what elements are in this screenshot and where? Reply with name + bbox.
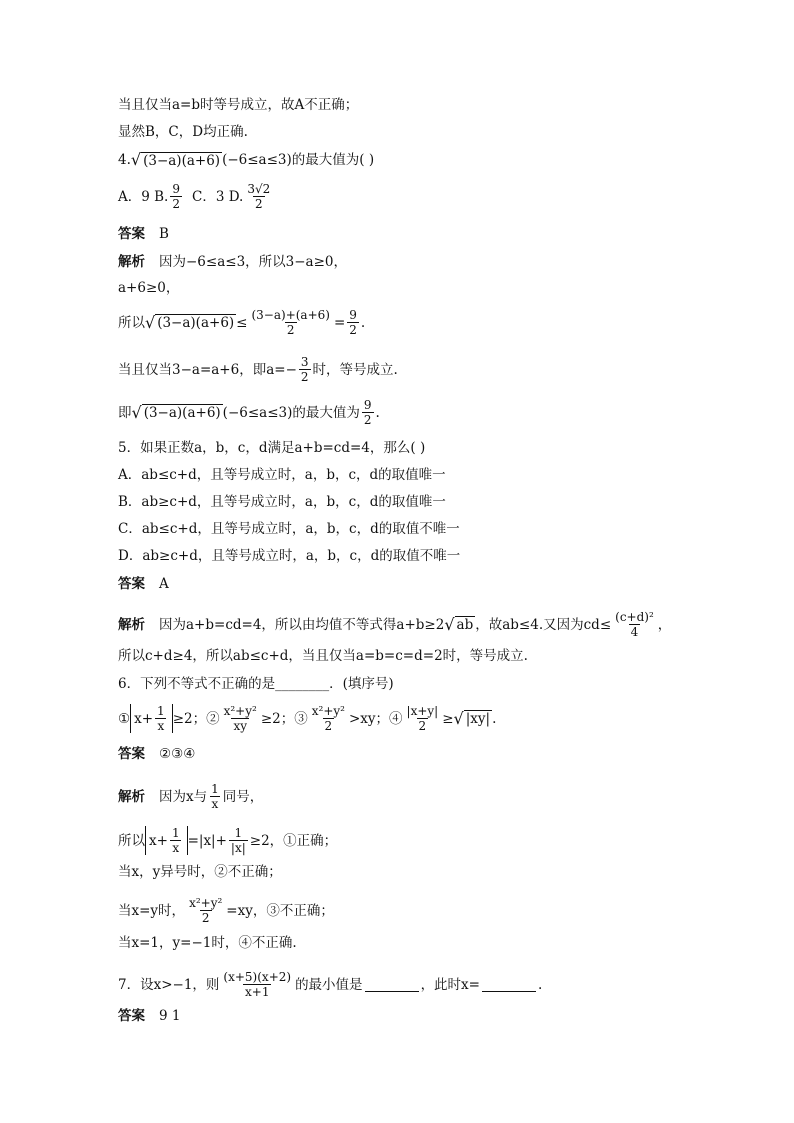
option-line: C．ab≤c+d，且等号成立时，a，b，c，d的取值不唯一 <box>118 521 460 537</box>
sqrt-expression: √ |xy| <box>453 708 491 728</box>
fraction: $\frac{(x+5)(x+2)}{x+1}$ <box>223 970 292 999</box>
option-line: D．ab≥c+d，且等号成立时，a，b，c，d的取值不唯一 <box>118 548 461 564</box>
explanation-line: 当x，y异号时，②不正确； <box>118 864 282 880</box>
fraction: $\frac{(3-a)+(a+6)}{2}$ <box>251 308 330 337</box>
sqrt-expression: √ ab <box>444 614 474 634</box>
explanation-line: 所以c+d≥4，所以ab≤c+d，当且仅当a=b=c=d=2时，等号成立. <box>118 648 528 664</box>
sqrt-expression: √ (3−a)(a+6) <box>130 150 221 169</box>
answer-blank <box>482 977 536 992</box>
fraction: $\frac{|x+y|}{2}$ <box>406 704 439 733</box>
sqrt-expression: √ (3−a)(a+6) <box>131 402 221 422</box>
explanation-line: 解析 因为a+b=cd=4，所以由均值不等式得a+b≥2 √ ab ，故ab≤4.又因为cd≤ $\frac{\text{(c+d)²}}{4}$ ， <box>118 610 672 639</box>
option-line: B．ab≥c+d，且等号成立时，a，b，c，d的取值唯一 <box>118 494 446 510</box>
fraction: $\frac{1}{|x|}$ <box>230 826 246 855</box>
absolute-value: x+ $\frac{1}{x}$ <box>145 826 188 855</box>
text-line: 显然B，C，D均正确. <box>118 124 248 140</box>
answer-line: 答案 A <box>118 576 169 592</box>
fraction: $\frac{\text{x²+y²}}{xy}$ <box>223 704 257 733</box>
question-4: 4. √ (3−a)(a+6) (−6≤a≤3)的最大值为( ) <box>118 150 375 169</box>
fraction: $\frac{9}{2}$ <box>349 308 357 337</box>
explanation-line: 解析 因为−6≤a≤3，所以3−a≥0， <box>118 254 348 270</box>
option-line: A．ab≤c+d，且等号成立时，a，b，c，d的取值唯一 <box>118 467 446 483</box>
explanation-line: 所以 √ (3−a)(a+6) ≤ $\frac{(3-a)+(a+6)}{2}$ = $\frac{9}{2}$ . <box>118 308 366 337</box>
question-6-options: ① x+ $\frac{1}{x}$ ≥2；② $\frac{\text{x²+y²}}{xy}$ ≥2；③ $\frac{\text{x²+y²}}{2}$ >xy；④ $\frac{|x+y|}{2}$ ≥ √ |xy| . <box>118 704 497 733</box>
answer-line: 答案 9 1 <box>118 1008 181 1024</box>
explanation-line: 即 √ (3−a)(a+6) (−6≤a≤3)的最大值为 $\frac{9}{2}$ . <box>118 398 380 427</box>
question-4-options: A．9 B. $\frac{9}{2}$ C．3 D. $\frac{3√2}{2}$ <box>118 182 271 211</box>
answer-line: 答案 B <box>118 226 169 242</box>
question-5: 5．如果正数a，b，c，d满足a+b=cd=4，那么( ) <box>118 440 426 456</box>
question-6: 6．下列不等式不正确的是________．(填序号) <box>118 676 394 692</box>
text-line: 当且仅当a=b时等号成立，故A不正确； <box>118 97 359 113</box>
explanation-line: 当x=1，y=−1时，④不正确. <box>118 935 297 951</box>
answer-blank <box>365 977 419 992</box>
explanation-line: 解析 因为x与 $\frac{1}{x}$ 同号， <box>118 782 264 811</box>
fraction: $\frac{3}{2}$ <box>300 355 309 384</box>
explanation-line: 当x=y时， $\frac{\text{x²+y²}}{2}$ =xy，③不正确； <box>118 896 334 925</box>
answer-line: 答案 ②③④ <box>118 746 196 762</box>
explanation-line: a+6≥0， <box>118 280 180 296</box>
question-7: 7．设x>−1，则 $\frac{(x+5)(x+2)}{x+1}$ 的最小值是 ，此时x= . <box>118 970 543 999</box>
sqrt-expression: √ (3−a)(a+6) <box>145 312 235 332</box>
absolute-value: x+ $\frac{1}{x}$ <box>130 704 173 733</box>
fraction: $\frac{3√2}{2}$ <box>247 182 271 211</box>
explanation-line: 当且仅当3−a=a+6，即a=− $\frac{3}{2}$ 时，等号成立. <box>118 355 398 384</box>
fraction: $\frac{\text{x²+y²}}{2}$ <box>311 704 345 733</box>
fraction: $\frac{1}{x}$ <box>211 782 219 811</box>
fraction: $\frac{\text{(c+d)²}}{4}$ <box>615 610 654 639</box>
fraction: $\frac{9}{2}$ <box>172 182 180 211</box>
explanation-line: 所以 x+ $\frac{1}{x}$ =|x|+ $\frac{1}{|x|}$ ≥2，①正确； <box>118 826 338 855</box>
fraction: $\frac{\text{x²+y²}}{2}$ <box>189 896 223 925</box>
fraction: $\frac{9}{2}$ <box>363 398 372 427</box>
